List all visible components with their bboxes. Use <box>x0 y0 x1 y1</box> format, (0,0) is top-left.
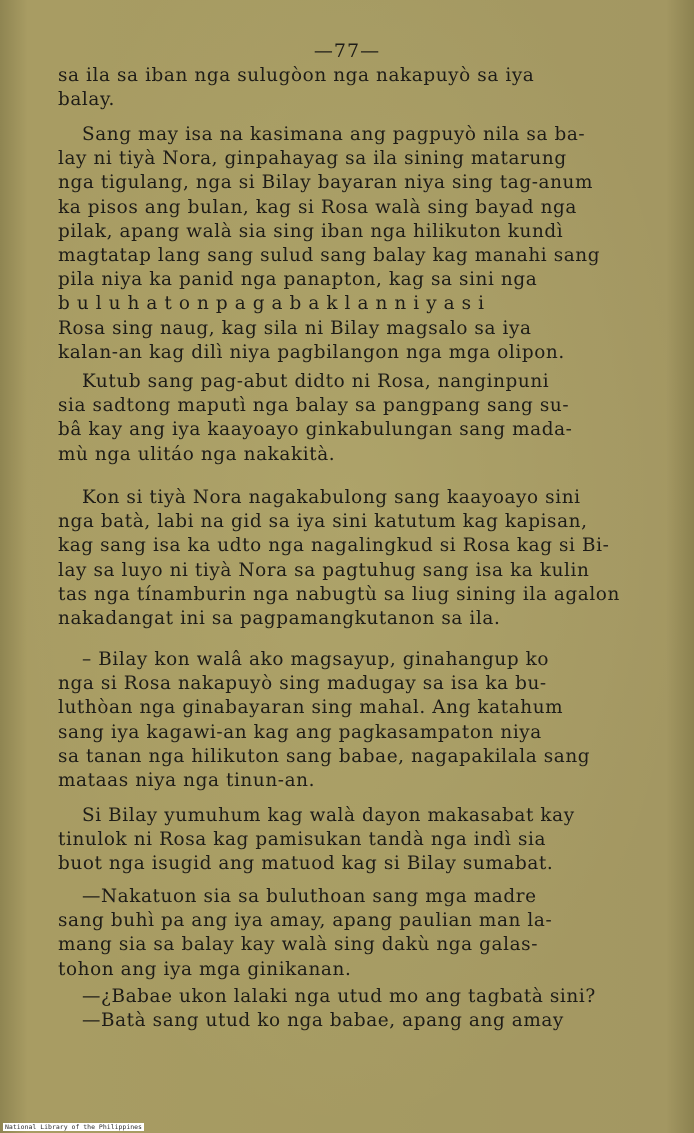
text-line: Sang may isa na kasimana ang pagpuyò nila sa ba- <box>82 124 586 145</box>
text-line: luthòan nga ginabayaran sing mahal. Ang katahum <box>58 697 564 719</box>
text-line: Kon si tiyà Nora nagakabulong sang kaayoayo sini <box>82 487 581 508</box>
text-line: b u l u h a t o n p a g a b a k l a n n i y a s i <box>58 293 485 315</box>
page-number: —77— <box>313 40 381 62</box>
text-line: buot nga isugid ang matuod kag si Bilay sumabat. <box>58 853 554 875</box>
text-line: sang iya kagawi-an kag ang pagkasampaton niya <box>58 721 542 743</box>
paragraph-9 <box>58 1009 638 1033</box>
text-line: —¿Babae ukon lalaki nga utud mo ang tagbatà sini? <box>82 986 596 1007</box>
text-line: – Bilay kon walâ ako magsayup, ginahangup ko <box>82 649 550 670</box>
text-line: ka pisos ang bulan, kag si Rosa walà sing bayad nga <box>58 196 577 218</box>
text-line: Rosa sing naug, kag sila ni Bilay magsalo sa iya <box>58 317 532 339</box>
text-line: tas nga tínamburin nga nabugtù sa liug sining ila agalon <box>58 583 620 605</box>
paragraph-1 <box>58 64 638 112</box>
text-line: sia sadtong maputì nga balay sa pangpang sang su- <box>58 395 570 417</box>
paragraph-6 <box>58 804 638 877</box>
text-line: sang buhì pa ang iya amay, apang paulian man la- <box>58 910 553 932</box>
library-watermark: National Library of the Philippines <box>5 1123 142 1131</box>
text-line: balay. <box>58 89 115 111</box>
text-line: nga tigulang, nga si Bilay bayaran niya sing tag-anum <box>58 172 594 194</box>
paragraph-3 <box>58 370 638 467</box>
paragraph-8 <box>58 985 638 1009</box>
text-line: sa tanan nga hilikuton sang babae, nagapakilala sang <box>58 745 591 767</box>
text-line: pilak, apang walà sia sing iban nga hilikuton kundì <box>58 220 564 242</box>
text-line: Kutub sang pag-abut didto ni Rosa, nanginpuni <box>82 371 550 392</box>
text-line: mù nga ulitáo nga nakakità. <box>58 443 336 465</box>
text-line: lay ni tiyà Nora, ginpahayag sa ila sining matarung <box>58 148 567 170</box>
text-line: mang sia sa balay kay walà sing dakù nga galas- <box>58 934 539 956</box>
paragraph-5 <box>58 648 638 793</box>
text-line: mataas niya nga tinun-an. <box>58 770 316 792</box>
text-line: tinulok ni Rosa kag pamisukan tandà nga indì sia <box>58 829 547 851</box>
text-line: magtatap lang sang sulud sang balay kag manahi sang <box>58 245 601 267</box>
text-line: nga batà, labi na gid sa iya sini katutum kag kapisan, <box>58 511 588 533</box>
text-line: bâ kay ang iya kaayoayo ginkabulungan sang mada- <box>58 419 573 441</box>
text-line: nakadangat ini sa pagpamangkutanon sa ila. <box>58 608 501 630</box>
text-line: nga si Rosa nakapuyò sing madugay sa isa ka bu- <box>58 673 547 695</box>
text-line: lay sa luyo ni tiyà Nora sa pagtuhug sang isa ka kulin <box>58 559 590 581</box>
paragraph-2 <box>58 123 638 365</box>
text-line: kag sang isa ka udto nga nagalingkud si Rosa kag si Bi- <box>58 535 610 557</box>
text-line: kalan-an kag dilì niya pagbilangon nga mga olipon. <box>58 341 565 363</box>
paragraph-7 <box>58 885 638 982</box>
text-line: pila niya ka panid nga panapton, kag sa sini nga <box>58 269 538 291</box>
text-line: Si Bilay yumuhum kag walà dayon makasabat kay <box>82 805 575 826</box>
text-line: —Nakatuon sia sa buluthoan sang mga madre <box>82 886 537 907</box>
text-line: sa ila sa iban nga sulugòon nga nakapuyò sa iya <box>58 65 535 86</box>
text-line: —Batà sang utud ko nga babae, apang ang amay <box>82 1010 564 1031</box>
paragraph-4 <box>58 486 638 631</box>
text-line: tohon ang iya mga ginikanan. <box>58 958 352 980</box>
